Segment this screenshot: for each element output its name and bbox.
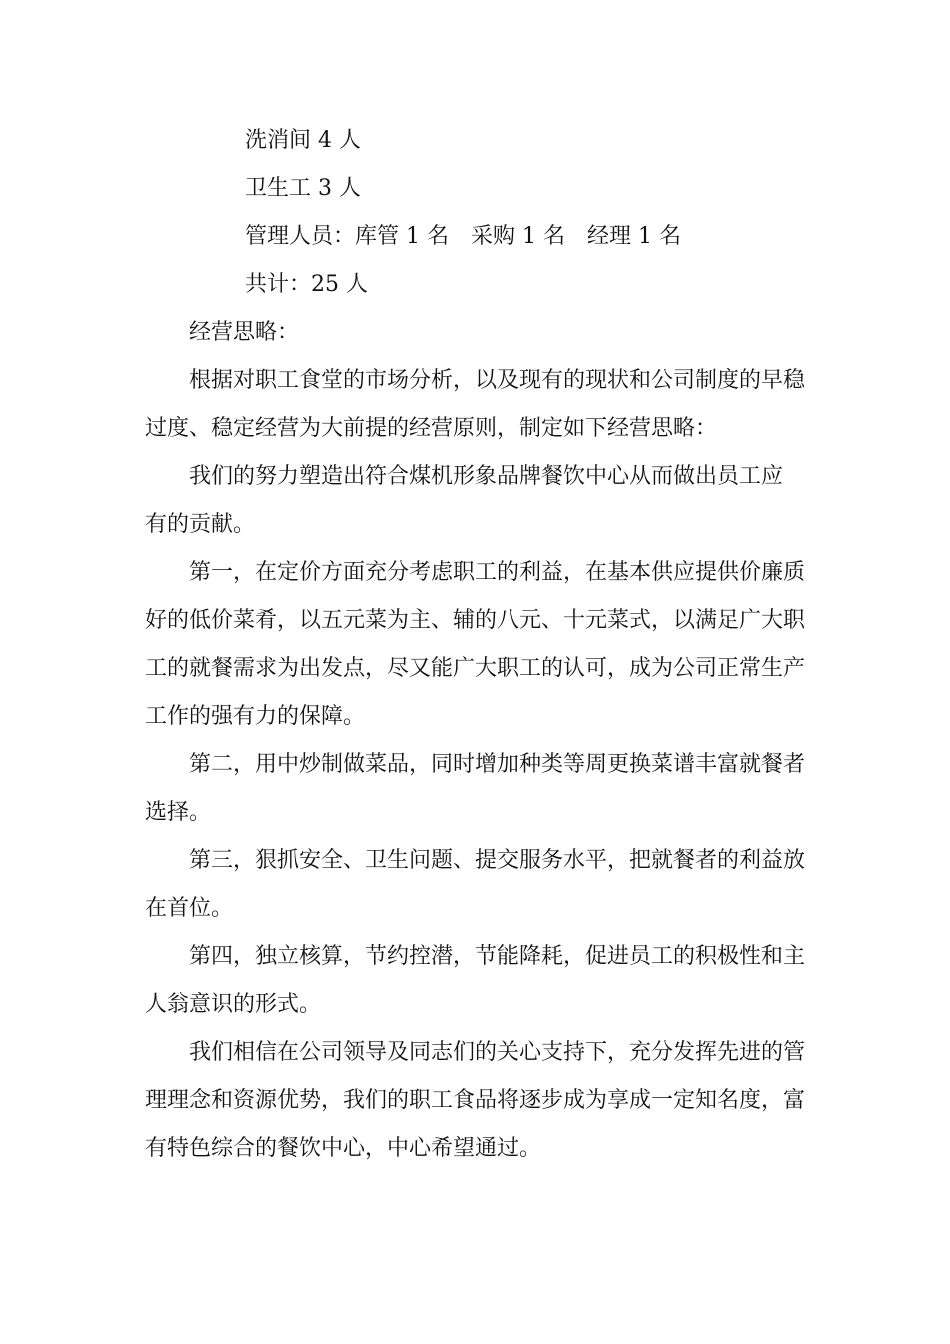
- point3-line-2: 在首位。: [145, 896, 234, 921]
- point1-line-2: 好的低价菜肴，以五元菜为主、辅的八元、十元菜式，以满足广大职: [145, 608, 806, 633]
- strategy-heading: 经营思略：: [189, 320, 300, 345]
- intro-line-1: 根据对职工食堂的市场分析，以及现有的现状和公司制度的早稳: [189, 368, 806, 393]
- staff-total: 共计：25 人: [245, 272, 368, 297]
- goal-line-1: 我们的努力塑造出符合煤机形象品牌餐饮中心从而做出员工应: [189, 464, 784, 489]
- point1-line-4: 工作的强有力的保障。: [145, 704, 366, 729]
- point4-line-1: 第四，独立核算，节约控潜，节能降耗，促进员工的积极性和主: [189, 944, 806, 969]
- point1-line-3: 工的就餐需求为出发点，尽又能广大职工的认可，成为公司正常生产: [145, 656, 806, 681]
- goal-line-2: 有的贡献。: [145, 512, 256, 537]
- point3-line-1: 第三，狠抓安全、卫生问题、提交服务水平，把就餐者的利益放: [189, 848, 806, 873]
- point2-line-2: 选择。: [145, 800, 212, 825]
- point1-line-1: 第一，在定价方面充分考虑职工的利益，在基本供应提供价廉质: [189, 560, 806, 585]
- staff-dishwashing: 洗消间 4 人: [245, 128, 361, 153]
- conclusion-line-2: 理理念和资源优势，我们的职工食品将逐步成为享成一定知名度，富: [145, 1088, 806, 1113]
- point4-line-2: 人翁意识的形式。: [145, 992, 322, 1017]
- intro-line-2: 过度、稳定经营为大前提的经营原则，制定如下经营思略：: [145, 416, 718, 441]
- staff-cleaners: 卫生工 3 人: [245, 176, 361, 201]
- conclusion-line-3: 有特色综合的餐饮中心，中心希望通过。: [145, 1136, 542, 1161]
- staff-management: 管理人员：库管 1 名 采购 1 名 经理 1 名: [245, 224, 681, 249]
- conclusion-line-1: 我们相信在公司领导及同志们的关心支持下，充分发挥先进的管: [189, 1040, 806, 1065]
- point2-line-1: 第二，用中炒制做菜品，同时增加种类等周更换菜谱丰富就餐者: [189, 752, 806, 777]
